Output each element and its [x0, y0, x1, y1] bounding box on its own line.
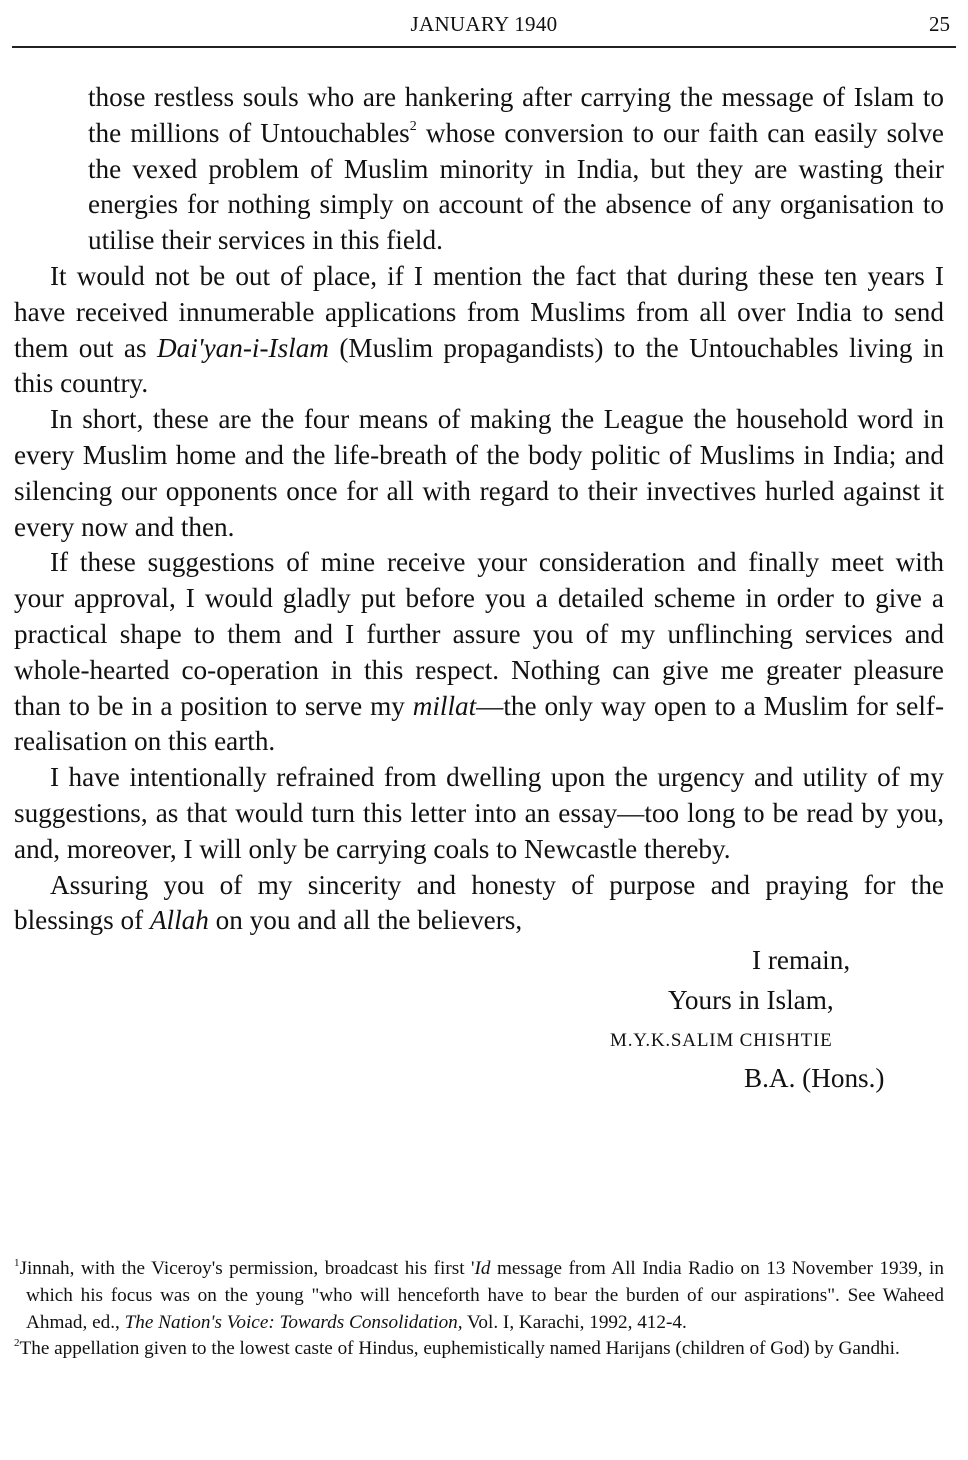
paragraph [14, 868, 944, 940]
paragraph-text: whose conversion to our faith can easily solve the vexed problem of Muslim minority in India, but they are wasting their energies for nothing simply on account of the absence of any organisation to utilise their services in this field. [88, 117, 944, 256]
footnote-text: message from All India Radio on 13 November 1939, in which his focus was on the young "who will henceforth have to bear the burden of our aspirations". See Waheed Ahmad, ed., [26, 1258, 944, 1333]
closing-remain: I remain, [752, 945, 851, 976]
italic-term: Id [474, 1258, 491, 1279]
paragraph-text: —the only way open to a Muslim for self-realisation on this earth. [14, 690, 944, 757]
footnote-1 [14, 1256, 944, 1336]
paragraph-text: on you and all the believers, [208, 905, 523, 936]
footnote-text: The appellation given to the lowest caste of Hindus, euphemistically named Harijans (children of God) by Gandhi. [19, 1338, 900, 1360]
quoted-paragraph [88, 80, 944, 259]
letter-closing [14, 943, 944, 1093]
footnote-2 [14, 1336, 944, 1363]
paragraph-text: (Muslim propagandists) to the Untouchables living in this country. [14, 332, 944, 399]
footnote-mark: 1 [14, 1257, 20, 1269]
paragraph-text: those restless souls who are hankering after carrying the message of Islam to the millions of Untouchables [88, 82, 944, 148]
footnote-mark: 2 [14, 1337, 20, 1350]
signatory-name: M.Y.K.SALIM CHISHTIE [610, 1030, 833, 1052]
footnote-text: Jinnah, with the Viceroy's permission, broadcast his first ' [19, 1258, 475, 1279]
paragraph-text: It would not be out of place, if I mention the fact that during these ten years I have received innumerable applications from Muslims from all over India to send them out as [14, 260, 944, 363]
paragraph-text: Assuring you of my sincerity and honesty of purpose and praying for the blessings of [14, 869, 944, 936]
footnote-text: Vol. I, Karachi, 1992, 412-4. [462, 1311, 687, 1333]
footnotes [14, 1256, 944, 1363]
paragraph: I have intentionally refrained from dwelling upon the urgency and utility of my suggestions, as that would turn this letter into an essay—too long to be read by you, and, moreover, I will only be carrying coals to Newcastle thereby. [14, 762, 944, 864]
closing-salutation: Yours in Islam, [668, 985, 834, 1016]
paragraph [14, 545, 944, 760]
page-number: 25 [929, 12, 950, 36]
italic-term: Dai'yan-i-Islam [157, 332, 329, 363]
footnote-reference: 2 [409, 118, 417, 134]
italic-title: The Nation's Voice: Towards Consolidation, [124, 1311, 463, 1333]
letter-body [14, 80, 944, 1093]
signatory-degree: B.A. (Hons.) [744, 1063, 885, 1094]
italic-term: millat [412, 690, 477, 721]
italic-term: Allah [149, 905, 209, 936]
paragraph [14, 259, 944, 402]
paragraph: In short, these are the four means of making the League the household word in every Muslim home and the life-breath of the body politic of Muslims in India; and silencing our opponents once for all with regard to their invectives hurled against it every now and then. [14, 404, 944, 542]
running-head: JANUARY 1940 [410, 12, 558, 36]
page-header [12, 6, 956, 48]
paragraph-text: If these suggestions of mine receive your consideration and finally meet with your approval, I would gladly put before you a detailed scheme in order to give a practical shape to them and I further assure you of my unflinching services and whole-hearted co-operation in this respect. Nothing can give me greater pleasure than to be in a position to serve my [14, 547, 944, 721]
